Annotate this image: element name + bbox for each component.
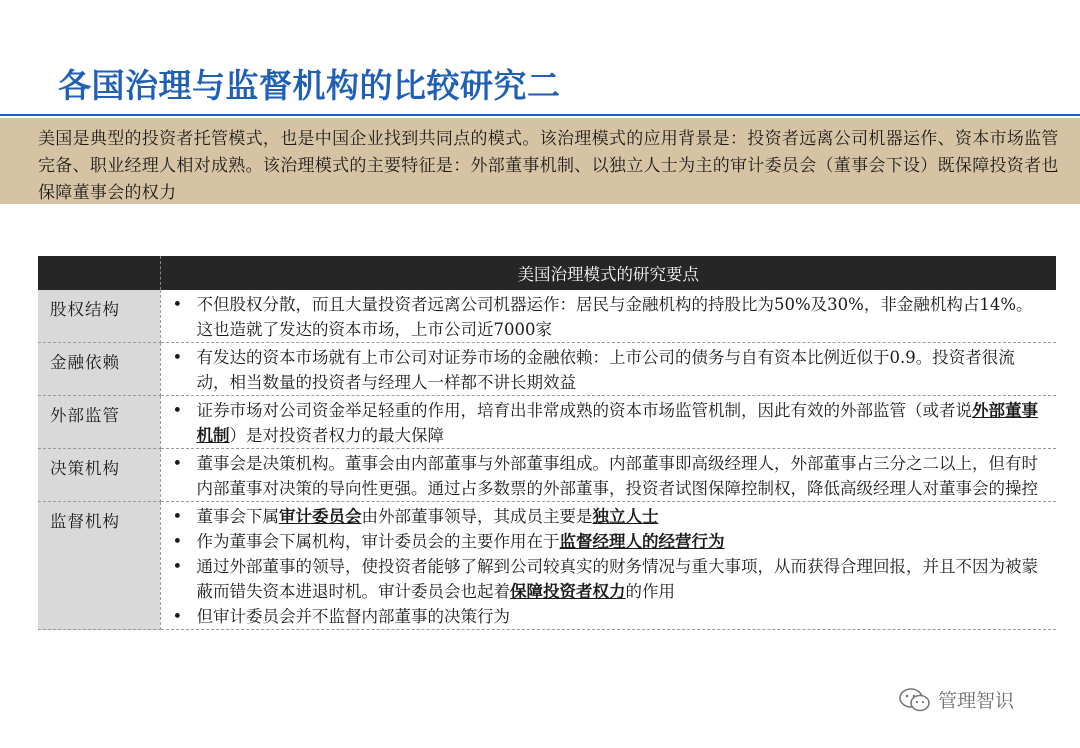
bullet-point: [171, 451, 1039, 501]
emphasis-text: 审计委员会: [279, 507, 362, 526]
bullet-icon: •: [172, 295, 183, 314]
table-row: [38, 290, 1056, 343]
bullet-point: [171, 292, 1039, 342]
comparison-table: [38, 256, 1056, 630]
table-row: [38, 502, 1056, 630]
bullet-icon: •: [172, 401, 183, 420]
row-label: 监督机构: [38, 502, 160, 630]
emphasis-text: 监督经理人的经营行为: [559, 532, 725, 551]
watermark-text: 管理智识: [938, 690, 1015, 712]
bullet-icon: •: [172, 557, 183, 576]
page-title: 各国治理与监督机构的比较研究二: [58, 66, 561, 105]
point-text: ）是对投资者权力的最大保障: [229, 426, 444, 445]
bullet-icon: •: [172, 532, 183, 551]
title-divider: [0, 114, 1080, 116]
bullet-icon: •: [172, 348, 183, 367]
point-text: 的作用: [625, 582, 675, 601]
row-content: [160, 502, 1056, 630]
bullet-point: [171, 529, 1039, 554]
point-text: 通过外部董事的领导，使投资者能够了解到公司较真实的财务情况与重大事项，从而获得合理回报，并且不因为被蒙蔽而错失资本进退时机。审计委员会也起着: [196, 557, 1038, 601]
point-text: 不但股权分散，而且大量投资者远离公司机器运作：居民与金融机构的持股比为50%及30%，非金融机构占14%。这也造就了发达的资本市场，上市公司近7000家: [196, 295, 1033, 339]
point-text: 由外部董事领导，其成员主要是: [361, 507, 593, 526]
emphasis-text: 独立人士: [592, 507, 659, 526]
row-content: [160, 343, 1056, 396]
row-label: 决策机构: [38, 449, 160, 502]
point-text: 董事会是决策机构。董事会由内部董事与外部董事组成。内部董事即高级经理人，外部董事占三分之二以上，但有时内部董事对决策的导向性更强。通过占多数票的外部董事，投资者试图保障控制权，降低高级经理人对董事会的操控: [196, 454, 1038, 498]
wechat-icon: [898, 687, 932, 713]
bullet-point: [171, 554, 1039, 604]
bullet-point: [171, 604, 1039, 629]
table-header-title: 美国治理模式的研究要点: [160, 256, 1056, 290]
row-content: [160, 290, 1056, 343]
bullet-point: [171, 345, 1039, 395]
point-text: 有发达的资本市场就有上市公司对证券市场的金融依赖：上市公司的债务与自有资本比例近似于0.9。投资者很流动，相当数量的投资者与经理人一样都不讲长期效益: [196, 348, 1015, 392]
table-row: [38, 343, 1056, 396]
table-row: [38, 396, 1056, 449]
row-label: 金融依赖: [38, 343, 160, 396]
point-text: 但审计委员会并不监督内部董事的决策行为: [196, 607, 510, 626]
table-header-row: [38, 256, 1056, 290]
row-label: 股权结构: [38, 290, 160, 343]
table-row: [38, 449, 1056, 502]
watermark: [898, 686, 1014, 713]
bullet-icon: •: [172, 507, 183, 526]
point-text: 证券市场对公司资金举足轻重的作用，培育出非常成熟的资本市场监管机制，因此有效的外部监管（或者说: [196, 401, 972, 420]
table-header-blank: [38, 256, 160, 290]
bullet-point: [171, 398, 1039, 448]
row-content: [160, 449, 1056, 502]
point-text: 作为董事会下属机构，审计委员会的主要作用在于: [196, 532, 560, 551]
bullet-icon: •: [172, 454, 183, 473]
row-label: 外部监管: [38, 396, 160, 449]
emphasis-text: 外部董事机制: [196, 401, 1038, 445]
emphasis-text: 保障投资者权力: [510, 582, 626, 601]
row-content: [160, 396, 1056, 449]
intro-box: 美国是典型的投资者托管模式，也是中国企业找到共同点的模式。该治理模式的应用背景是：投资者远离公司机器运作、资本市场监管完备、职业经理人相对成熟。该治理模式的主要特征是：外部董事机制、以独立人士为主的审计委员会（董事会下设）既保障投资者也保障董事会的权力: [0, 118, 1080, 204]
point-text: 董事会下属: [196, 507, 279, 526]
bullet-point: [171, 504, 1039, 529]
bullet-icon: •: [172, 607, 183, 626]
